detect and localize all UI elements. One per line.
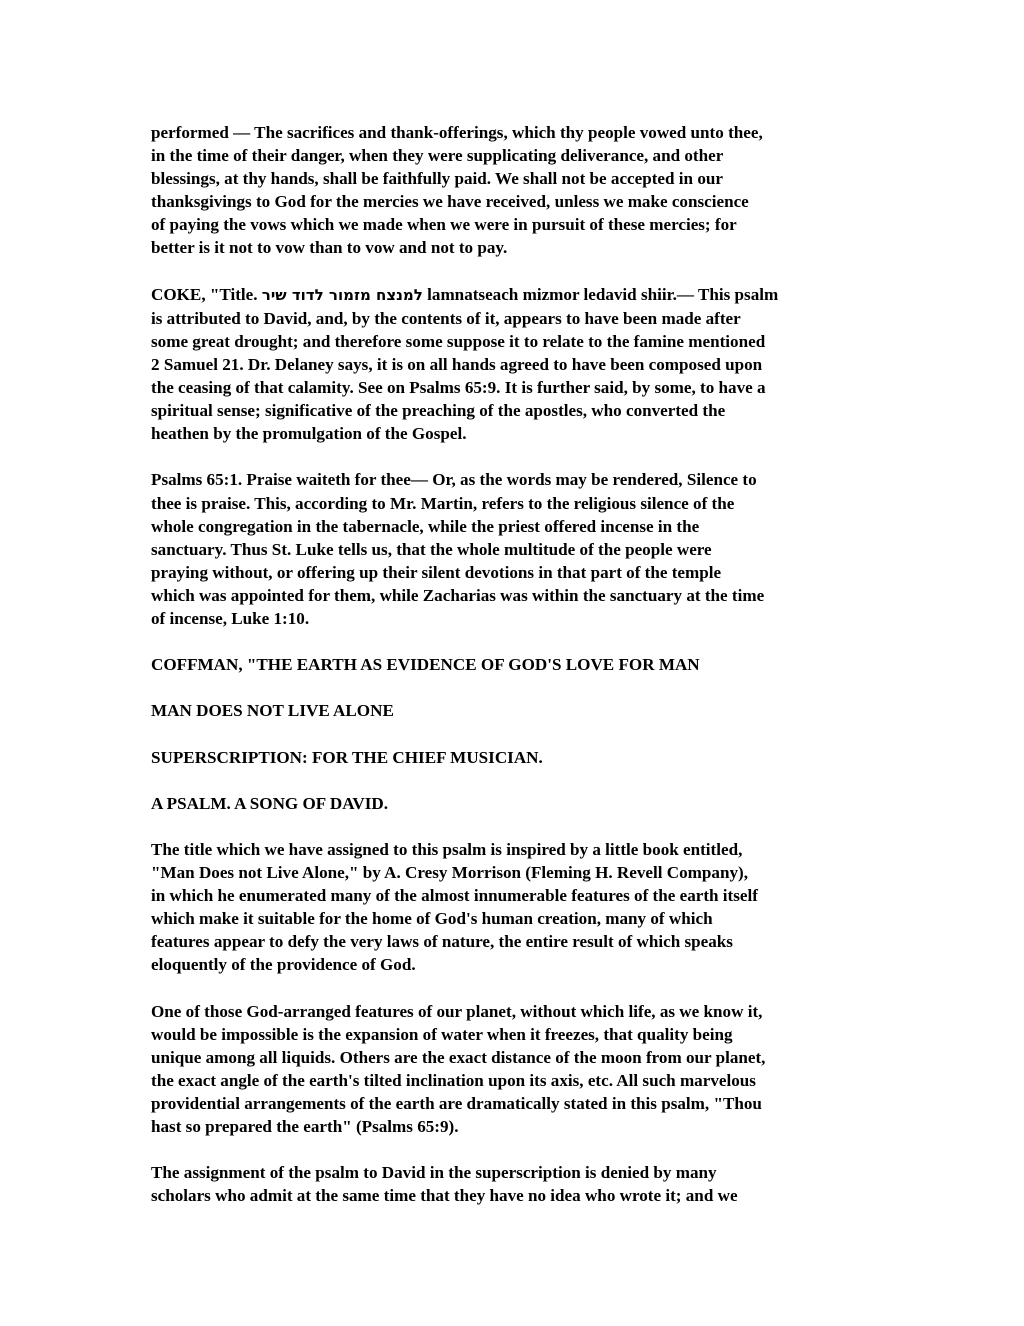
text-line: features appear to defy the very laws of nature, the entire result of which speaks bbox=[151, 932, 733, 952]
text-line: unique among all liquids. Others are the exact distance of the moon from our planet, bbox=[151, 1047, 766, 1067]
coke-title-prefix: COKE, "Title. bbox=[151, 284, 262, 304]
text-line: praying without, or offering up their silent devotions in that part of the temple bbox=[151, 562, 722, 582]
text-line: "Man Does not Live Alone," by A. Cresy Morrison (Fleming H. Revell Company), bbox=[151, 863, 748, 882]
text-line: One of those God-arranged features of our planet, without which life, as we know it, bbox=[151, 1001, 763, 1021]
text-line: some great drought; and therefore some suppose it to relate to the famine mentioned bbox=[151, 331, 766, 351]
document-page bbox=[151, 121, 881, 1231]
text-line: The assignment of the psalm to David in the superscription is denied by many bbox=[151, 1163, 717, 1183]
text-line: scholars who admit at the same time that they have no idea who wrote it; and we bbox=[151, 1186, 738, 1206]
paragraph-vows bbox=[151, 121, 881, 260]
heading-man-does-not-live-alone bbox=[151, 699, 881, 722]
text-line: performed — The sacrifices and thank-offerings, which thy people vowed unto thee, bbox=[151, 123, 763, 142]
paragraph-god-arranged bbox=[151, 1000, 881, 1139]
text-line: blessings, at thy hands, shall be faithfully paid. We shall not be accepted in our bbox=[151, 169, 723, 189]
text-line: in which he enumerated many of the almost innumerable features of the earth itself bbox=[151, 886, 758, 906]
text-line: eloquently of the providence of God. bbox=[151, 955, 416, 975]
coke-title-line bbox=[151, 283, 881, 307]
text-line: of paying the vows which we made when we were in pursuit of these mercies; for bbox=[151, 215, 737, 235]
coke-title-suffix: lamnatseach mizmor ledavid shiir.— This psalm bbox=[422, 284, 779, 304]
text-line: COFFMAN, "THE EARTH AS EVIDENCE OF GOD'S LOVE FOR MAN bbox=[151, 655, 700, 675]
text-line: is attributed to David, and, by the contents of it, appears to have been made after bbox=[151, 308, 741, 328]
text-line: spiritual sense; significative of the preaching of the apostles, who converted the bbox=[151, 401, 726, 421]
text-line: sanctuary. Thus St. Luke tells us, that the whole multitude of the people were bbox=[151, 539, 712, 559]
hebrew-title: למנצח מזמור לדוד שיר bbox=[261, 285, 423, 304]
text-line: would be impossible is the expansion of water when it freezes, that quality being bbox=[151, 1024, 733, 1044]
text-line: hast so prepared the earth" (Psalms 65:9). bbox=[151, 1117, 459, 1137]
text-line: whole congregation in the tabernacle, while the priest offered incense in the bbox=[151, 516, 700, 536]
paragraph-title-assigned bbox=[151, 838, 881, 977]
heading-coffman bbox=[151, 653, 881, 676]
text-line: thee is praise. This, according to Mr. Martin, refers to the religious silence of the bbox=[151, 493, 735, 513]
text-line: Psalms 65:1. Praise waiteth for thee— Or, as the words may be rendered, Silence to bbox=[151, 470, 757, 490]
paragraph-psalms-65-1 bbox=[151, 468, 881, 630]
heading-superscription bbox=[151, 746, 881, 769]
text-line: in the time of their danger, when they were supplicating deliverance, and other bbox=[151, 146, 724, 166]
text-line: the ceasing of that calamity. See on Psalms 65:9. It is further said, by some, to have a bbox=[151, 378, 766, 398]
text-line: SUPERSCRIPTION: FOR THE CHIEF MUSICIAN. bbox=[151, 747, 543, 767]
paragraph-assignment bbox=[151, 1161, 881, 1207]
text-line: better is it not to vow than to vow and not to pay. bbox=[151, 238, 508, 258]
text-line: 2 Samuel 21. Dr. Delaney says, it is on all hands agreed to have been composed upon bbox=[151, 354, 763, 374]
text-line: of incense, Luke 1:10. bbox=[151, 608, 310, 628]
text-line: which make it suitable for the home of God's human creation, many of which bbox=[151, 909, 713, 929]
text-line: providential arrangements of the earth are dramatically stated in this psalm, "Thou bbox=[151, 1093, 762, 1113]
text-line: which was appointed for them, while Zacharias was within the sanctuary at the time bbox=[151, 585, 765, 605]
heading-psalm-song bbox=[151, 792, 881, 815]
text-line: The title which we have assigned to this psalm is inspired by a little book entitled, bbox=[151, 839, 743, 859]
text-line: A PSALM. A SONG OF DAVID. bbox=[151, 793, 388, 813]
text-line: the exact angle of the earth's tilted inclination upon its axis, etc. All such marvelous bbox=[151, 1070, 756, 1090]
text-line: thanksgivings to God for the mercies we have received, unless we make conscience bbox=[151, 192, 749, 212]
paragraph-coke-title bbox=[151, 283, 881, 446]
text-line: MAN DOES NOT LIVE ALONE bbox=[151, 701, 394, 721]
text-line: heathen by the promulgation of the Gospel. bbox=[151, 424, 467, 444]
